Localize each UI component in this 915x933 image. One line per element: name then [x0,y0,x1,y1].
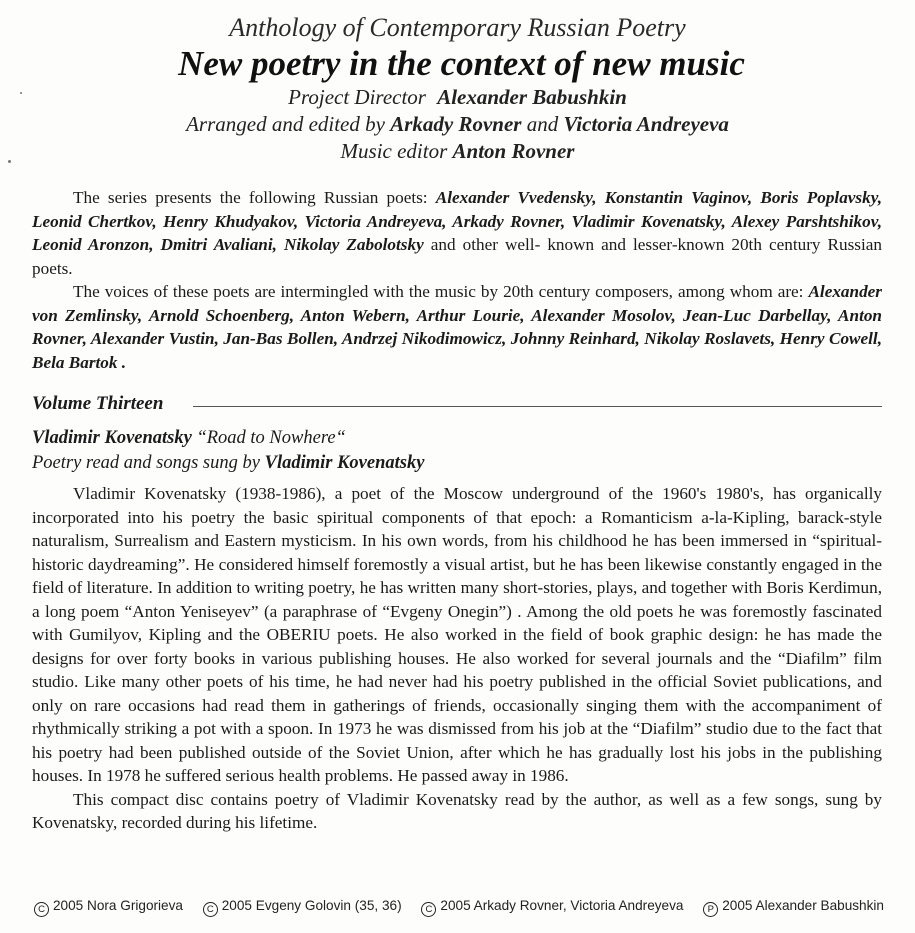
poets-paragraph [32,186,882,280]
album-heading [32,426,882,476]
phonogram-icon: P [703,902,718,917]
poets-tail: and other well- known and lesser-known 20th century Russian poets. [32,235,882,278]
phonogram-item [703,897,884,917]
copyright-icon: C [203,902,218,917]
volume-divider [193,406,882,407]
poets-list: Alexander Vvedensky, Konstantin Vaginov, Boris Poplavsky, Leonid Chertkov, Henry Khudyakov, Victoria Andreyeva, Arkady Rovner, Vladimir Kovenatsky, Alexey Parshtshikov, Leonid Aronzon, Dmitri Avaliani, Nikolay Zabolotsky [32,188,882,254]
album-author: Vladimir Kovenatsky [32,428,192,448]
director-name: Alexander Babushkin [437,85,627,109]
composers-tail: . [121,352,127,372]
project-director-line [0,84,915,111]
album-title: “Road to Nowhere“ [196,428,346,448]
copyright-item [34,897,183,917]
music-editor-line [0,138,915,165]
copyright-icon: C [34,902,49,917]
arranged-line [0,111,915,138]
album-title-line [32,426,882,451]
header [0,12,915,165]
arranged-label: Arranged and edited by [186,112,385,136]
poets-lead: The series presents the following Russian poets: [73,188,428,207]
composers-list: Alexander von Zemlinsky, Arnold Schoenberg, Anton Webern, Arthur Lourie, Alexander Mosolov, Jean-Luc Darbellay, Anton Rovner, Alexander Vustin, Jan-Bas Bollen, Andrzej Nikodimowicz, Johnny Reinhard, Nikolay Roslavets, Henry Cowell, Bela Bartok [32,282,882,372]
album-credit-line [32,451,882,476]
disc-description-paragraph: This compact disc contains poetry of Vladimir Kovenatsky read by the author, as well as a few songs, sung by Kovenatsky, recorded during his lifetime. [32,789,882,832]
copyright-item [421,897,683,917]
copyright-icon: C [421,902,436,917]
volume-heading [32,392,882,416]
series-title: Anthology of Contemporary Russian Poetry [229,13,686,42]
composers-paragraph [32,280,882,374]
biography [32,482,882,835]
copyright-text: 2005 Arkady Rovner, Victoria Andreyeva [440,898,684,913]
arranged-name-2: Victoria Andreyeva [563,112,729,136]
composers-lead: The voices of these poets are intermingled with the music by 20th century composers, among whom are: [73,282,804,301]
arranged-and: and [526,112,559,136]
director-label: Project Director [288,85,426,109]
copyright-text: 2005 Evgeny Golovin (35, 36) [221,898,402,913]
series-intro [32,186,882,374]
copyright-text: 2005 Nora Grigorieva [53,898,183,913]
copyright-line [34,897,884,917]
copyright-item [203,897,402,917]
music-editor-name: Anton Rovner [452,139,575,163]
arranged-name-1: Arkady Rovner [390,112,522,136]
album-credit-lead: Poetry read and songs sung by [32,453,260,473]
volume-label: Volume Thirteen [32,393,164,414]
music-editor-label: Music editor [340,139,448,163]
phonogram-text: 2005 Alexander Babushkin [722,898,884,913]
page-title: New poetry in the context of new music [178,44,745,83]
album-credit-name: Vladimir Kovenatsky [264,453,425,473]
biography-paragraph: Vladimir Kovenatsky (1938-1986), a poet of the Moscow underground of the 1960's 1980's, has organically incorporated into his poetry the basic spiritual components of that epoch: a Romanticism a-la-Kipling, barack-style naturalism, Surrealism and Eastern mysticism. In his own words, from his childhood he has been immersed in “spiritual-historic daydreaming”. He considered himself foremostly a visual artist, but he has been likewise constantly engaged in the field of literature. In addition to writing poetry, he has written many short-stories, plays, and together with Boris Kerdimun, a long poem “Anton Yeniseyev” (a paraphrase of “Evgeny Onegin”) . Among the old poets he was foremostly fascinated with Gumilyov, Kipling and the OBERIU poets. He also worked in the field of book graphic design: he has made the designs for over forty books in various publishing houses. He also worked for several journals and the “Diafilm” film studio. Like many other poets of his time, he had never had his poetry published in the official Soviet publications, and only on rare occasions had read them in gatherings of friends, occasionally singing them with the accompaniment of rhythmically striking a pot with a spoon. In 1973 he was dismissed from his job at the “Diafilm” studio due to the fact that his poetry had been published outside of the Soviet Union, after which he has gradually lost his jobs in the publishing houses. In 1978 he suffered serious health problems. He passed away in 1986. [32,484,882,785]
